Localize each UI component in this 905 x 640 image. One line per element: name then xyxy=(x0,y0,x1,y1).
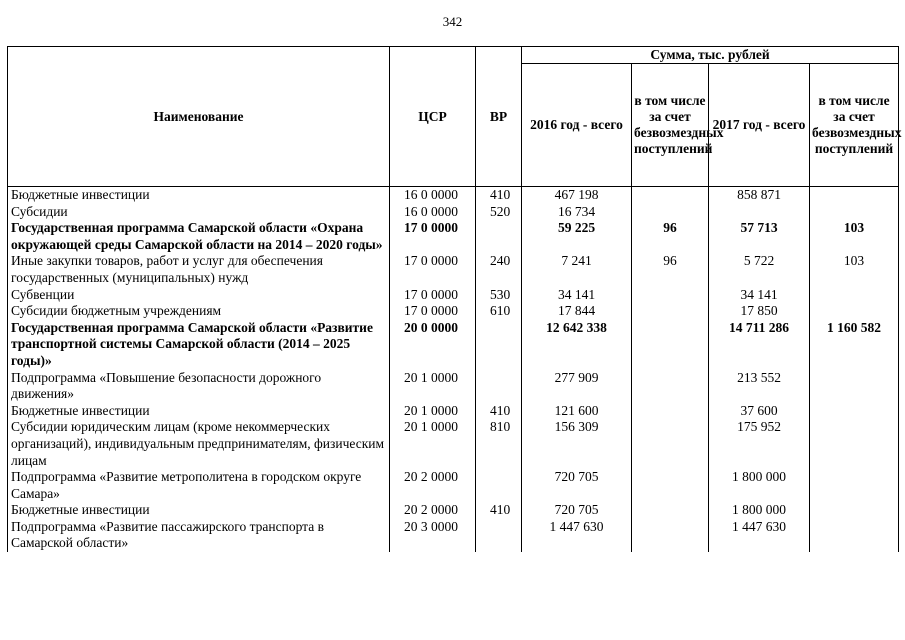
row-name: Подпрограмма «Развитие пассажирского транспорта в Самарской области» xyxy=(8,519,390,552)
header-2017-total: 2017 год - всего xyxy=(709,64,810,187)
row-csr: 17 0 0000 xyxy=(390,220,476,253)
row-vr: 410 xyxy=(476,187,522,204)
row-2017-grants xyxy=(810,303,899,320)
row-vr xyxy=(476,320,522,370)
row-2016-total: 7 241 xyxy=(522,253,632,286)
row-2016-total: 12 642 338 xyxy=(522,320,632,370)
header-csr: ЦСР xyxy=(390,47,476,187)
row-csr: 17 0 0000 xyxy=(390,303,476,320)
row-vr xyxy=(476,370,522,403)
row-2016-total: 467 198 xyxy=(522,187,632,204)
table-row xyxy=(8,253,899,286)
row-name: Бюджетные инвестиции xyxy=(8,187,390,204)
row-2016-total: 277 909 xyxy=(522,370,632,403)
row-2016-grants xyxy=(632,469,709,502)
row-name: Субсидии xyxy=(8,204,390,221)
row-2017-grants xyxy=(810,403,899,420)
row-2017-grants xyxy=(810,370,899,403)
row-2016-total: 720 705 xyxy=(522,469,632,502)
row-2016-grants xyxy=(632,519,709,552)
row-csr: 20 1 0000 xyxy=(390,403,476,420)
row-2016-grants: 96 xyxy=(632,253,709,286)
table-row xyxy=(8,519,899,552)
row-2016-grants xyxy=(632,204,709,221)
row-2017-total: 213 552 xyxy=(709,370,810,403)
row-csr: 20 1 0000 xyxy=(390,419,476,469)
header-2016-grants: в том числе за счет безвозмездных поступлений xyxy=(632,64,709,187)
row-name: Подпрограмма «Развитие метрополитена в городском округе Самара» xyxy=(8,469,390,502)
row-2016-total: 34 141 xyxy=(522,287,632,304)
row-2016-total: 59 225 xyxy=(522,220,632,253)
row-csr: 20 3 0000 xyxy=(390,519,476,552)
row-2016-total: 720 705 xyxy=(522,502,632,519)
row-csr: 16 0 0000 xyxy=(390,187,476,204)
row-2017-total: 1 447 630 xyxy=(709,519,810,552)
header-2017-grants: в том числе за счет безвозмездных поступлений xyxy=(810,64,899,187)
row-2017-grants: 103 xyxy=(810,253,899,286)
header-name: Наименование xyxy=(8,47,390,187)
table-row xyxy=(8,204,899,221)
table-row xyxy=(8,469,899,502)
row-2017-grants xyxy=(810,287,899,304)
row-2017-total: 1 800 000 xyxy=(709,502,810,519)
table-row xyxy=(8,187,899,204)
row-name: Субвенции xyxy=(8,287,390,304)
row-vr xyxy=(476,519,522,552)
row-2016-grants xyxy=(632,187,709,204)
row-2017-grants: 103 xyxy=(810,220,899,253)
row-2017-total: 57 713 xyxy=(709,220,810,253)
row-2017-total: 17 850 xyxy=(709,303,810,320)
row-2017-grants xyxy=(810,419,899,469)
row-2016-grants xyxy=(632,320,709,370)
row-name: Бюджетные инвестиции xyxy=(8,502,390,519)
row-vr xyxy=(476,220,522,253)
table-row xyxy=(8,502,899,519)
row-name: Подпрограмма «Повышение безопасности дорожного движения» xyxy=(8,370,390,403)
row-name: Иные закупки товаров, работ и услуг для обеспечения государственных (муниципальных) нужд xyxy=(8,253,390,286)
row-2016-grants xyxy=(632,287,709,304)
table-row xyxy=(8,320,899,370)
row-2016-total: 1 447 630 xyxy=(522,519,632,552)
row-2016-grants xyxy=(632,403,709,420)
row-2017-grants xyxy=(810,469,899,502)
row-csr: 20 2 0000 xyxy=(390,502,476,519)
row-vr: 810 xyxy=(476,419,522,469)
row-vr: 530 xyxy=(476,287,522,304)
table-row xyxy=(8,419,899,469)
row-csr: 20 1 0000 xyxy=(390,370,476,403)
row-2017-total: 1 800 000 xyxy=(709,469,810,502)
row-csr: 20 0 0000 xyxy=(390,320,476,370)
row-2017-total xyxy=(709,204,810,221)
row-2016-grants xyxy=(632,370,709,403)
row-2017-grants xyxy=(810,519,899,552)
table-row xyxy=(8,403,899,420)
row-2016-total: 156 309 xyxy=(522,419,632,469)
row-csr: 17 0 0000 xyxy=(390,253,476,286)
row-2016-grants: 96 xyxy=(632,220,709,253)
row-csr: 16 0 0000 xyxy=(390,204,476,221)
table-row xyxy=(8,287,899,304)
row-vr: 610 xyxy=(476,303,522,320)
row-2016-total: 16 734 xyxy=(522,204,632,221)
page-number: 342 xyxy=(442,14,463,29)
row-2017-total: 37 600 xyxy=(709,403,810,420)
row-2017-total: 5 722 xyxy=(709,253,810,286)
row-vr: 520 xyxy=(476,204,522,221)
table-header xyxy=(8,47,902,187)
table-row xyxy=(8,303,899,320)
row-2017-grants xyxy=(810,204,899,221)
row-name: Субсидии бюджетным учреждениям xyxy=(8,303,390,320)
row-2016-grants xyxy=(632,502,709,519)
row-csr: 17 0 0000 xyxy=(390,287,476,304)
table-row xyxy=(8,220,899,253)
row-vr xyxy=(476,469,522,502)
row-2016-grants xyxy=(632,303,709,320)
row-vr: 240 xyxy=(476,253,522,286)
budget-table xyxy=(7,46,902,552)
row-2017-total: 175 952 xyxy=(709,419,810,469)
row-2017-grants xyxy=(810,502,899,519)
table-body xyxy=(8,187,899,553)
row-csr: 20 2 0000 xyxy=(390,469,476,502)
row-2017-grants xyxy=(810,187,899,204)
row-2016-total: 121 600 xyxy=(522,403,632,420)
row-2017-total: 858 871 xyxy=(709,187,810,204)
row-name: Государственная программа Самарской области «Развитие транспортной системы Самарской области (2014 – 2025 годы)» xyxy=(8,320,390,370)
header-2016-total: 2016 год - всего xyxy=(522,64,632,187)
row-2016-total: 17 844 xyxy=(522,303,632,320)
row-name: Государственная программа Самарской области «Охрана окружающей среды Самарской области на 2014 – 2020 годы» xyxy=(8,220,390,253)
row-vr: 410 xyxy=(476,403,522,420)
row-vr: 410 xyxy=(476,502,522,519)
header-sum: Сумма, тыс. рублей xyxy=(522,47,899,64)
row-name: Бюджетные инвестиции xyxy=(8,403,390,420)
row-2017-total: 14 711 286 xyxy=(709,320,810,370)
row-2017-total: 34 141 xyxy=(709,287,810,304)
row-2016-grants xyxy=(632,419,709,469)
table-row xyxy=(8,370,899,403)
row-name: Субсидии юридическим лицам (кроме некоммерческих организаций), индивидуальным предпринимателям, физическим лицам xyxy=(8,419,390,469)
header-vr: ВР xyxy=(476,47,522,187)
row-2017-grants: 1 160 582 xyxy=(810,320,899,370)
